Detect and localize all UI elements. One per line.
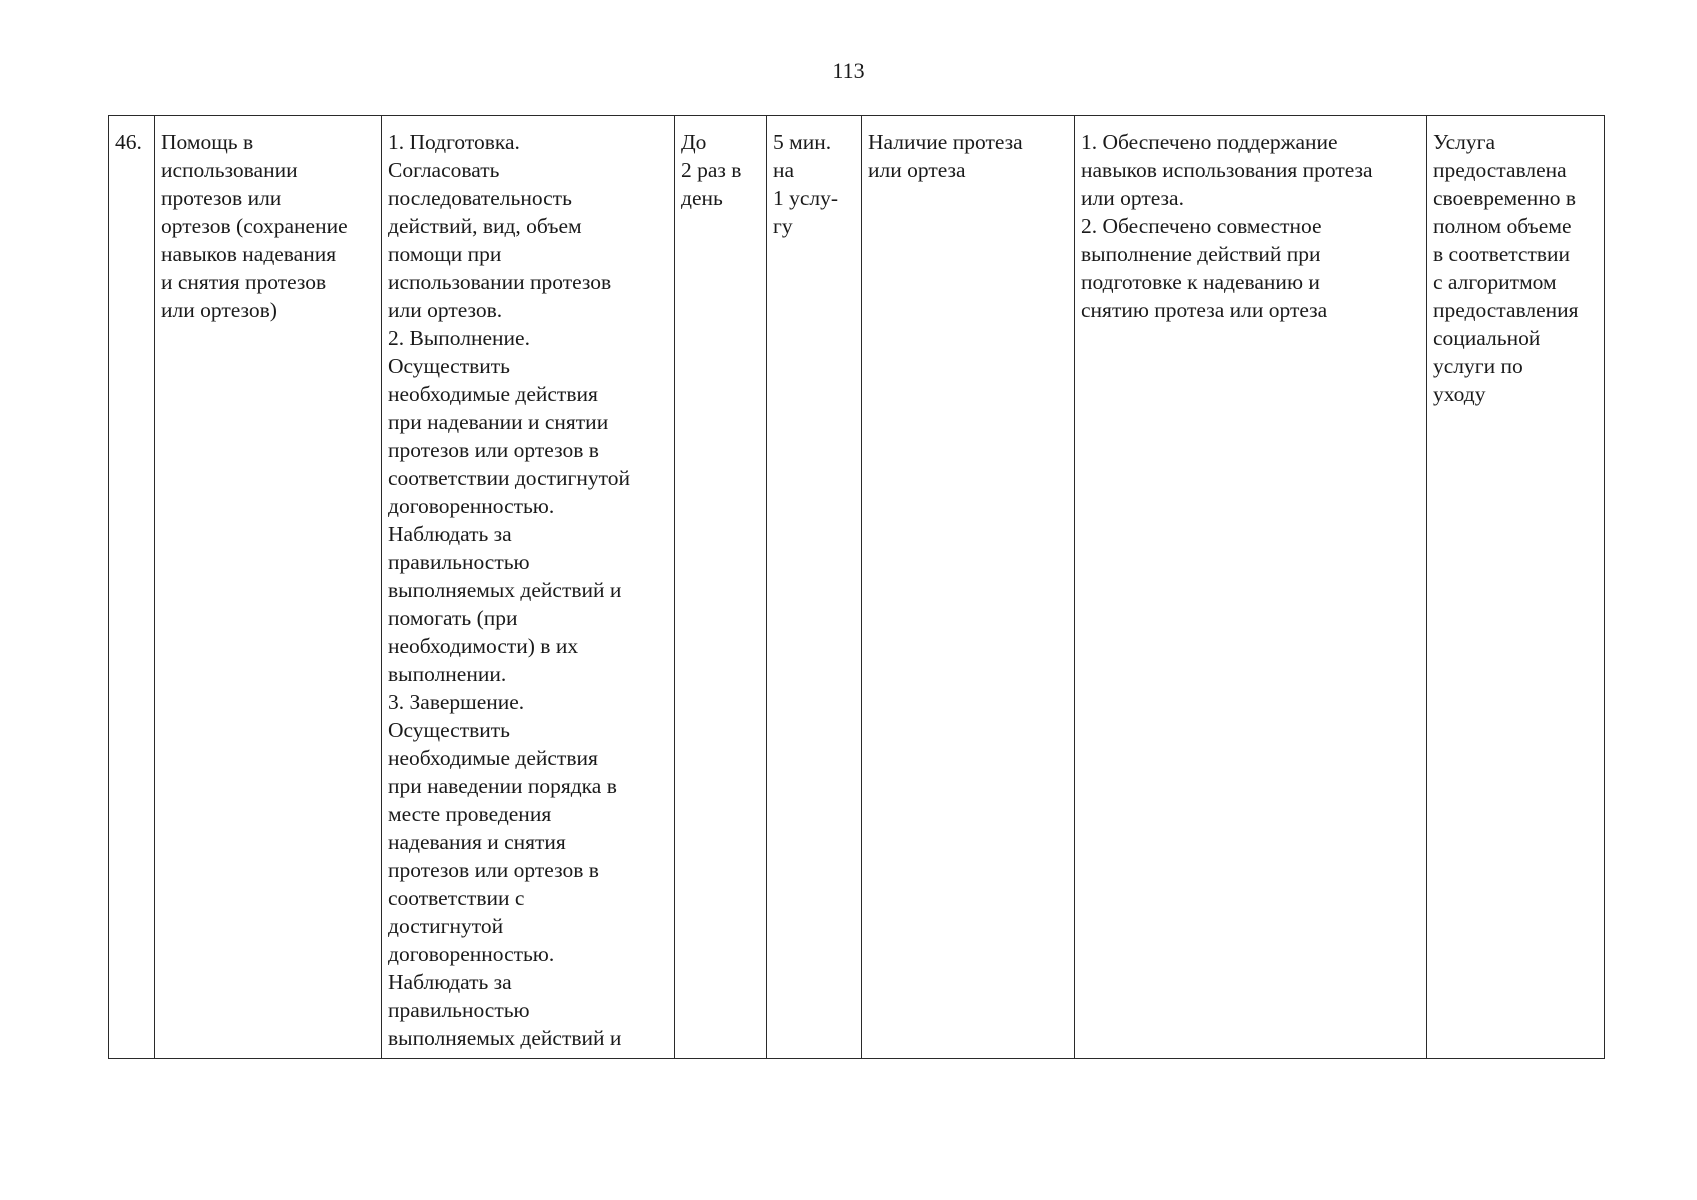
- time-norm-cell: 5 мин. на 1 услу- гу: [767, 116, 862, 1059]
- table-row: [109, 116, 1605, 1059]
- service-name-cell: Помощь в использовании протезов или ортезов (сохранение навыков надевания и снятия протезов или ортезов): [155, 116, 382, 1059]
- conditions-cell: Наличие протеза или ортеза: [862, 116, 1075, 1059]
- page-number: 113: [832, 58, 865, 83]
- row-number-cell: 46.: [109, 116, 155, 1059]
- result-cell: 1. Обеспечено поддержание навыков использования протеза или ортеза. 2. Обеспечено совместное выполнение действий при подготовке к надеванию и снятию протеза или ортеза: [1075, 116, 1427, 1059]
- frequency-cell: До 2 раз в день: [675, 116, 767, 1059]
- quality-cell: Услуга предоставлена своевременно в полном объеме в соответствии с алгоритмом предоставления социальной услуги по уходу: [1427, 116, 1605, 1059]
- service-table: [108, 115, 1605, 1059]
- service-content-cell: 1. Подготовка. Согласовать последовательность действий, вид, объем помощи при использовании протезов или ортезов. 2. Выполнение. Осуществить необходимые действия при надевании и снятии протезов или ортезов в соответствии достигнутой договоренностью. Наблюдать за правильностью выполняемых действий и помогать (при необходимости) в их выполнении. 3. Завершение. Осуществить необходимые действия при наведении порядка в месте проведения надевания и снятия протезов или ортезов в соответствии с достигнутой договоренностью. Наблюдать за правильностью выполняемых действий и: [382, 116, 675, 1059]
